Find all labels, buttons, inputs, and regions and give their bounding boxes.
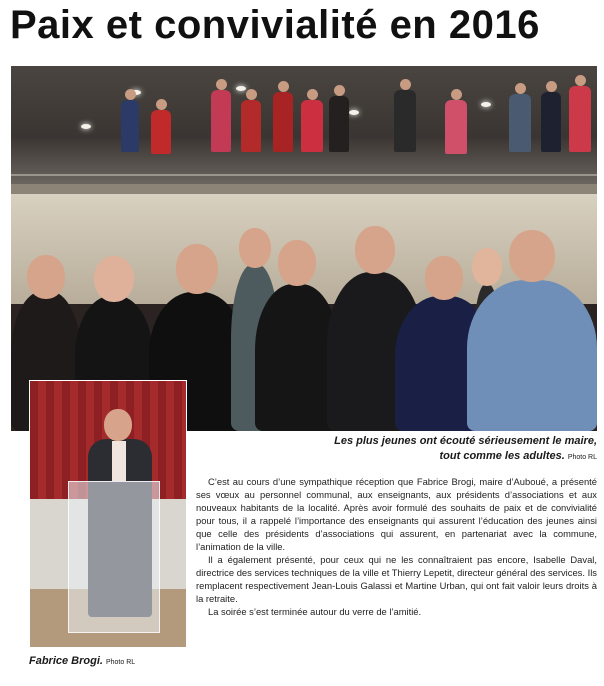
child-on-balcony [509, 94, 531, 152]
inset-photo-caption [29, 654, 199, 670]
inset-photo-mayor [29, 380, 187, 648]
child-on-balcony [241, 100, 261, 152]
inset-photo-credit: Photo RL [105, 659, 136, 666]
photo-credit: Photo RL [567, 454, 597, 461]
child-on-balcony [151, 110, 171, 154]
ceiling-light [236, 86, 246, 91]
child-on-balcony [329, 96, 349, 152]
child-on-balcony [301, 100, 323, 152]
child-on-balcony [211, 90, 231, 152]
main-photo-crowd [11, 66, 597, 431]
child-on-balcony [121, 100, 139, 152]
ceiling-light [81, 124, 91, 129]
adult-attendee [467, 280, 597, 431]
ceiling-light [481, 102, 491, 107]
balcony-edge [11, 184, 597, 194]
mayor-head [104, 409, 132, 441]
article-paragraph: Il a également présenté, pour ceux qui ne les connaîtraient pas encore, Isabelle Daval, directrice des services techniques de la ville et Thierry Lepetit, directeur général des services. Ils remplacent respectivement Jean-Louis Galassi et Martine Urban, qui ont fait valoir leurs droits à la retraite. [196, 554, 597, 604]
child-on-balcony [273, 92, 293, 152]
caption-line-1: Les plus jeunes ont écouté sérieusement le maire, [334, 435, 597, 447]
ceiling-light [349, 110, 359, 115]
mayor-shirt [112, 441, 126, 481]
main-photo-caption [195, 434, 597, 465]
balcony-rail [11, 174, 597, 176]
glass-lectern [68, 481, 160, 633]
child-on-balcony [569, 86, 591, 152]
caption-line-2: tout comme les adultes. [439, 450, 565, 462]
inset-caption-name: Fabrice Brogi. [29, 655, 103, 667]
article-paragraph: La soirée s’est terminée autour du verre de l’amitié. [208, 606, 422, 617]
child-on-balcony [445, 100, 467, 154]
headline: Paix et convivialité en 2016 [10, 3, 540, 47]
article-body [196, 475, 597, 618]
child-on-balcony [394, 90, 416, 152]
child-on-balcony [541, 92, 561, 152]
article-paragraph: C’est au cours d’une sympathique réception que Fabrice Brogi, maire d’Auboué, a présenté ses vœux au personnel communal, aux enseignants, aux présidents d’associations et aux nouveaux habitants de la localité. Après avoir formulé des souhaits de paix et de convivialité pour tous, il a rappelé l’importance des enseignants qui assurent l’éducation des jeunes ainsi que celle des présidents d’associations qui assurent, en partenariat avec la commune, l’animation de la ville. [196, 476, 597, 552]
